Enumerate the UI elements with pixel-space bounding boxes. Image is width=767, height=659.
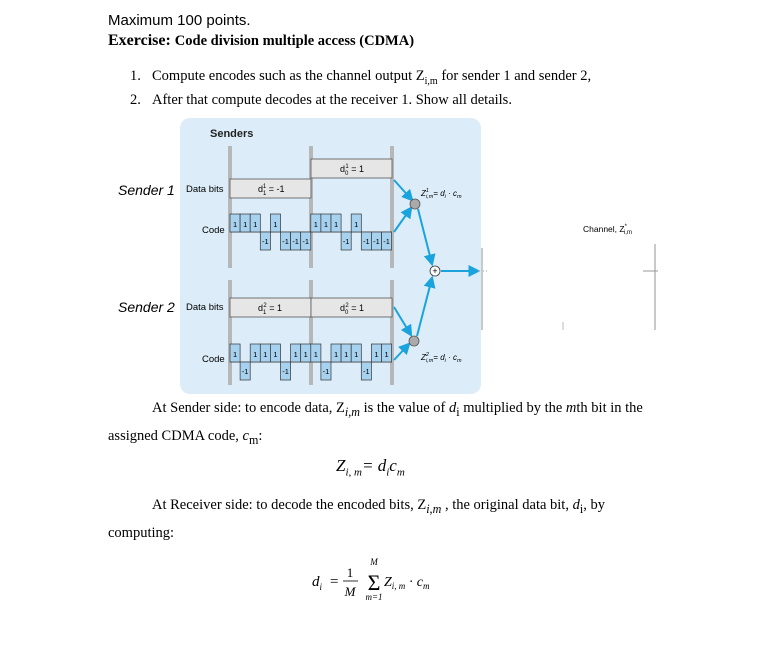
code-chip-label: 1 [303,350,308,359]
sender1-label: Sender 1 [118,182,175,198]
code-chip-label: -1 [241,367,249,376]
task-subscript: i,m [424,75,438,87]
task-text: After that compute decodes at the receiver 1. Show all details. [152,91,512,108]
code-chip-label: 1 [354,350,359,359]
code-chip-label: -1 [262,237,269,246]
code-chip-label: -1 [383,237,390,246]
sender2-code-label: Code [202,354,225,365]
sender2-label: Sender 2 [118,299,175,315]
sender2-databits-label: Data bits [186,302,224,313]
decode-term: $Z_{i, m} \cdot c_m$ [384,575,430,591]
exercise-topic: Code division multiple access (CDMA) [174,33,415,49]
sender1-bit0-text: $d_01 = 1$ [340,164,364,177]
sender2-bit1-text: $d_12 = 1$ [258,303,282,316]
code-chip-label: 1 [263,350,268,359]
code-chip-label: -1 [322,367,330,376]
sender1-multiplier-node [410,199,420,209]
task-tail: for sender 1 and sender 2, [437,68,592,84]
sender2-multiplier-node [409,336,419,346]
decode-denominator: M [344,584,356,599]
code-chip-label: 1 [253,350,258,359]
senders-title: Senders [210,128,254,140]
code-chip-label: 1 [243,220,248,229]
decode-sum-upper: M [370,557,378,567]
points-heading: Maximum 100 points. [108,12,251,29]
code-chip-label: 1 [323,220,329,229]
decode-sum-lower: m=1 [365,592,383,602]
sender1-databits-label: Data bits [186,184,224,195]
code-chip-label: -1 [363,367,370,376]
decode-equals: = [330,574,339,590]
encode-equation: $Z_{i, m}= d_ic_m$ [336,456,405,479]
sender1-bit1-text: $d_11 = -1$ [258,184,285,197]
code-chip-label: 1 [333,220,339,229]
channel-label: Channel, Z* i,m [583,224,632,236]
code-chip-label: -1 [373,237,380,246]
sender2-equation: $Z^2$ $i,m= d_i \cdot c_m$ [421,352,462,364]
code-chip-label: 1 [273,350,278,359]
code-chip-label: 1 [253,220,258,229]
code-chip-label: -1 [282,367,289,376]
sender-side-paragraph: At Sender side: to encode data, $Z_{i,m}$ is the value of $d_i$ multiplied by the mth bit in the assigned CDMA code, $c_m$: [108,400,643,447]
code-chip-label: -1 [363,237,370,246]
adder-symbol: + [432,266,438,276]
code-chip-label: -1 [282,237,289,246]
code-chip-label: 1 [384,350,389,359]
code-chip-label: -1 [292,237,299,246]
code-chip-label: 1 [313,220,318,229]
task-text: Compute encodes such as the channel output Z [152,68,425,84]
decode-lhs: $d_i$ [312,574,323,592]
decode-numerator: 1 [346,565,354,580]
code-chip-label: 1 [232,220,238,229]
task-number: 2. [130,91,141,108]
sender1-equation: $Z^1$ $i,m= d_i \cdot c_m$ [421,188,462,200]
code-chip-label: 1 [333,350,339,359]
code-chip-label: -1 [302,237,310,246]
decode-sum-symbol: Σ [367,570,381,595]
code-chip-label: 1 [232,350,238,359]
code-chip-label: 1 [313,350,318,359]
task-number: 1. [130,68,141,84]
code-chip-label: 1 [293,350,298,359]
code-chip-label: 1 [354,220,359,229]
exercise-label: Exercise: [108,32,171,49]
sender1-code-label: Code [202,225,225,236]
sender2-bit0-text: $d_02 = 1$ [340,303,364,316]
code-chip-label: 1 [344,350,349,359]
code-chip-label: -1 [342,237,350,246]
receiver-side-paragraph: At Receiver side: to decode the encoded bits, $Z_{i,m}$ , the original data bit, $d_i$, by computing: [108,497,605,541]
code-chip-label: 1 [273,220,278,229]
decode-equation [0,550,767,610]
code-chip-label: 1 [374,350,379,359]
